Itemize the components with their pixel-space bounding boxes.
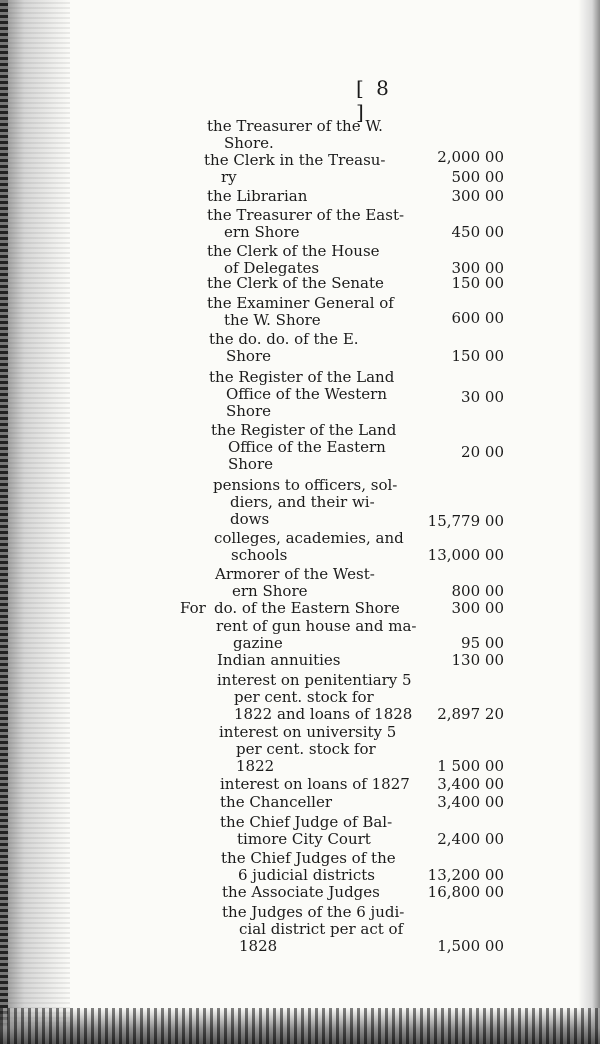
entry-line: Shore (226, 347, 272, 365)
entry-amount: 600 00 (451, 309, 504, 327)
entry-line: the Register of the Land (211, 421, 397, 439)
entry-line: 1822 and loans of 1828 (234, 705, 413, 723)
entry-line: the Clerk in the Treasu- (204, 151, 386, 169)
entry-description (215, 566, 375, 600)
entry-description (220, 794, 332, 811)
entry-line: the Librarian (207, 187, 308, 205)
entry-amount: 150 00 (451, 347, 504, 365)
entry-description (213, 477, 397, 528)
entry-amount: 150 00 (451, 274, 504, 292)
entry-line: dows (230, 510, 270, 528)
entry-description (214, 600, 400, 617)
entry-description (216, 618, 416, 652)
entry-description (211, 422, 396, 473)
entry-description (221, 850, 396, 884)
entry-line: 6 judicial districts (238, 866, 375, 884)
entry-line: interest on penitentiary 5 (217, 671, 412, 689)
entry-line: ern Shore (232, 582, 308, 600)
entry-line: colleges, academies, and (214, 529, 404, 547)
entry-amount: 20 00 (461, 443, 504, 461)
entry-line: cial district per act of (239, 920, 404, 938)
entry-description (217, 672, 412, 723)
entry-amount: 15,779 00 (427, 512, 504, 530)
entry-amount: 450 00 (451, 223, 504, 241)
scan-binding-edge (0, 0, 70, 1044)
entry-line: rent of gun house and ma- (216, 617, 417, 635)
entry-description (220, 776, 410, 793)
entry-amount: 1 500 00 (437, 757, 504, 775)
entry-amount: 3,400 00 (437, 775, 504, 793)
entry-line: the Treasurer of the East- (207, 206, 405, 224)
entry-description (209, 331, 359, 365)
entry-line: 1828 (239, 937, 278, 955)
entry-description (207, 207, 404, 241)
entry-line: interest on university 5 (219, 723, 397, 741)
entry-line: Office of the Eastern (228, 438, 386, 456)
scan-right-edge (578, 0, 600, 1044)
entry-line: the Clerk of the House (207, 242, 380, 260)
entry-description (219, 724, 396, 775)
entry-description (209, 369, 394, 420)
entry-amount: 3,400 00 (437, 793, 504, 811)
entry-amount: 1,500 00 (437, 937, 504, 955)
page-number: [ 8 ] (356, 76, 392, 124)
entry-line: the Chief Judges of the (221, 849, 396, 867)
entry-line: the do. do. of the E. (209, 330, 359, 348)
entry-line: ern Shore (224, 223, 300, 241)
entry-line: do. of the Eastern Shore (214, 599, 400, 617)
entry-line: the W. Shore (224, 311, 321, 329)
entry-line: of Delegates (224, 259, 320, 277)
entry-amount: 500 00 (451, 168, 504, 186)
entry-description (214, 530, 404, 564)
entry-line: per cent. stock for (236, 740, 376, 758)
entry-description (207, 295, 394, 329)
entry-amount: 95 00 (461, 634, 504, 652)
scan-bottom-edge (0, 1008, 600, 1044)
entry-description (207, 118, 383, 152)
entry-line: the Register of the Land (209, 368, 395, 386)
entry-amount: 800 00 (451, 582, 504, 600)
entry-description (207, 275, 384, 292)
entry-description (217, 652, 340, 669)
entry-line: ry (221, 168, 237, 186)
entry-line: the Judges of the 6 judi- (222, 903, 405, 921)
entry-amount: 300 00 (451, 187, 504, 205)
entry-amount: 130 00 (451, 651, 504, 669)
entry-line: gazine (233, 634, 283, 652)
entry-amount: 300 00 (451, 259, 504, 277)
entry-line: Shore (226, 402, 272, 420)
entry-line: timore City Court (237, 830, 371, 848)
entry-amount: 300 00 (451, 599, 504, 617)
entry-line: 1822 (236, 757, 275, 775)
entry-amount: 13,000 00 (427, 546, 504, 564)
entry-line: the Chief Judge of Bal- (220, 813, 393, 831)
entry-line: per cent. stock for (234, 688, 374, 706)
entry-line: Shore. (224, 134, 274, 152)
entry-description (207, 243, 380, 277)
scan-binding-shadow (0, 0, 8, 1044)
entry-description (222, 904, 404, 955)
entry-line: the Clerk of the Senate (207, 274, 384, 292)
entry-amount: 30 00 (461, 388, 504, 406)
entry-line: Office of the Western (226, 385, 387, 403)
entry-description (204, 152, 386, 186)
entry-amount: 2,000 00 (437, 148, 504, 166)
entry-prefix: For (180, 599, 206, 617)
entry-line: Indian annuities (217, 651, 341, 669)
entry-line: Armorer of the West- (215, 565, 375, 583)
entry-description (220, 814, 392, 848)
entry-line: Shore (228, 455, 274, 473)
entry-amount: 2,400 00 (437, 830, 504, 848)
entry-line: pensions to officers, sol- (213, 476, 398, 494)
entry-amount: 13,200 00 (427, 866, 504, 884)
entry-line: the Associate Judges (222, 883, 380, 901)
entry-amount: 16,800 00 (427, 883, 504, 901)
entry-line: the Chanceller (220, 793, 332, 811)
entry-line: interest on loans of 1827 (220, 775, 410, 793)
entry-amount: 2,897 20 (437, 705, 504, 723)
entry-line: the Examiner General of (207, 294, 394, 312)
entry-line: schools (231, 546, 288, 564)
entry-line: diers, and their wi- (230, 493, 375, 511)
entry-line: the Treasurer of the W. (207, 117, 383, 135)
entry-description (222, 884, 380, 901)
entry-description (207, 188, 307, 205)
